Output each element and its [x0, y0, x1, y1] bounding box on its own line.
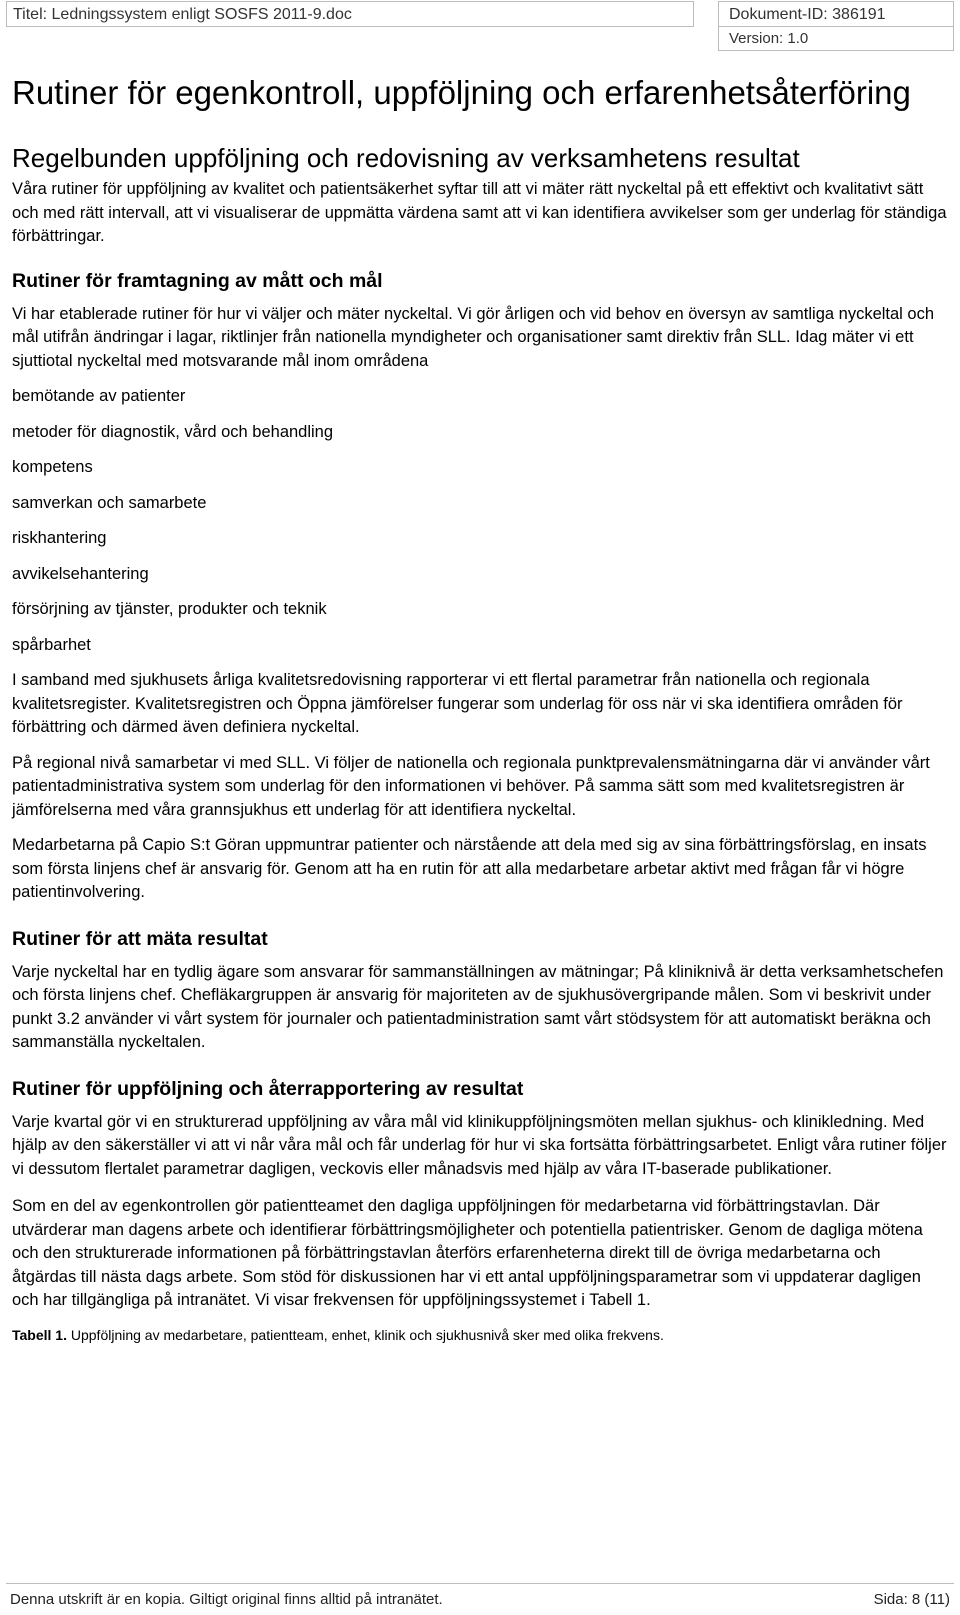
document-title-field: Titel: Ledningssystem enligt SOSFS 2011-9.doc — [6, 1, 694, 27]
document-version-field: Version: 1.0 — [718, 27, 954, 51]
document-footer — [6, 1583, 954, 1612]
list-item: riskhantering — [12, 529, 107, 547]
section-subtitle: Regelbunden uppföljning och redovisning av verksamhetens resultat — [12, 143, 800, 173]
list-item: bemötande av patienter — [12, 387, 186, 405]
list-item: kompetens — [12, 458, 93, 476]
list-item: metoder för diagnostik, vård och behandling — [12, 422, 334, 441]
paragraph: Varje nyckeltal har en tydlig ägare som ansvarar för sammanställningen av mätningar; På kliniknivå är detta verksamhetschefen och första linjens chef. Chefläkargruppen är ansvarig för majoriteten av de sjukhusövergripande målen. Som vi beskrivit under punkt 3.2 använder vi vårt system för journaler och patientadministration samt vårt stödsystem för att automatiskt beräkna och sammanställa nyckeltalen. — [12, 962, 944, 1051]
areas-list — [12, 385, 948, 657]
paragraph: På regional nivå samarbetar vi med SLL. Vi följer de nationella och regionala punktprevalensmätningarna där vi använder vårt patientadministrativa system som underlag för den informationen vi behöver. På samma sätt som med kvalitetsregistren är jämförelserna med våra grannsjukhus ett underlag för att identifiera nyckeltal. — [12, 753, 930, 819]
paragraph: Varje kvartal gör vi en strukturerad uppföljning av våra mål vid klinikuppföljningsmöten mellan sjukhus- och klinikledning. Med hjälp av den säkerställer vi att vi når våra mål och får underlag för hur vi ska fortsätta förbättringsarbetet. Enligt våra rutiner följer vi dessutom flertalet parametrar dagligen, veckovis eller månadsvis med hjälp av våra IT-baserade publikationer. — [12, 1112, 947, 1178]
section-heading-followup: Rutiner för uppföljning och återrapportering av resultat — [12, 1077, 524, 1100]
list-item: spårbarhet — [12, 635, 91, 654]
table-caption-label: Tabell 1. — [12, 1326, 67, 1343]
section-heading-measures: Rutiner för framtagning av mått och mål — [12, 269, 383, 292]
list-item: avvikelsehantering — [12, 564, 149, 583]
table-caption-text: Uppföljning av medarbetare, patientteam, enhet, klinik och sjukhusnivå sker med olika frekvens. — [66, 1326, 664, 1343]
paragraph: Medarbetarna på Capio S:t Göran uppmuntrar patienter och närstående att dela med sig av sina förbättringsförslag, en insats som första linjens chef är ansvarig för. Genom att ha en rutin för att alla medarbetare arbetar aktivt med frågan får vi högre patientinvolvering. — [12, 836, 927, 901]
paragraph: I samband med sjukhusets årliga kvalitetsredovisning rapporterar vi ett flertal parametrar från nationella och regionala kvalitetsregister. Kvalitetsregistren och Öppna jämförelser fungerar som underlag för oss när vi ska identifiera områden för förbättring och därmed även definiera nyckeltal. — [12, 671, 903, 736]
page-title: Rutiner för egenkontroll, uppföljning och erfarenhetsåterföring — [12, 74, 911, 111]
document-header — [0, 0, 960, 52]
footer-copy-notice: Denna utskrift är en kopia. Giltigt original finns alltid på intranätet. — [10, 1591, 443, 1608]
list-item: samverkan och samarbete — [12, 493, 207, 512]
paragraph: Vi har etablerade rutiner för hur vi väljer och mäter nyckeltal. Vi gör årligen och vid behov en översyn av samtliga nyckeltal och mål utifrån ändringar i lagar, riktlinjer från nationella myndigheter och organisationer samt direktiv från SLL. Idag mäter vi ett sjuttiotal nyckeltal med motsvarande mål inom områdena — [12, 304, 935, 370]
section-heading-measure-results: Rutiner för att mäta resultat — [12, 927, 268, 950]
document-id-field: Dokument-ID: 386191 — [718, 1, 954, 27]
table-caption — [12, 1325, 948, 1345]
document-body — [12, 72, 948, 1345]
intro-paragraph: Våra rutiner för uppföljning av kvalitet och patientsäkerhet syftar till att vi mäter rätt nyckeltal på ett effektivt och kvalitativt sätt och med rätt intervall, att vi visualiserar de uppmätta värdena samt att vi kan identifiera avvikelser som ger underlag för ständiga förbättringar. — [12, 180, 947, 245]
list-item: försörjning av tjänster, produkter och teknik — [12, 600, 327, 618]
paragraph: Som en del av egenkontrollen gör patientteamet den dagliga uppföljningen för medarbetarna vid förbättringstavlan. Där utvärderar man dagens arbete och identifierar förbättringsmöjligheter och potentiella patientrisker. Genom de dagliga mötena och den strukturerade informationen på förbättringstavlan återförs erfarenheterna direkt till de övriga medarbetarna och åtgärdas till nästa dags arbete. Som stöd för diskussionen har vi ett antal uppföljningsparametrar som vi uppdaterar dagligen och har tillgängliga på intranätet. Vi visar frekvensen för uppföljningssystemet i Tabell 1. — [12, 1197, 923, 1309]
page-number: Sida: 8 (11) — [873, 1591, 950, 1608]
